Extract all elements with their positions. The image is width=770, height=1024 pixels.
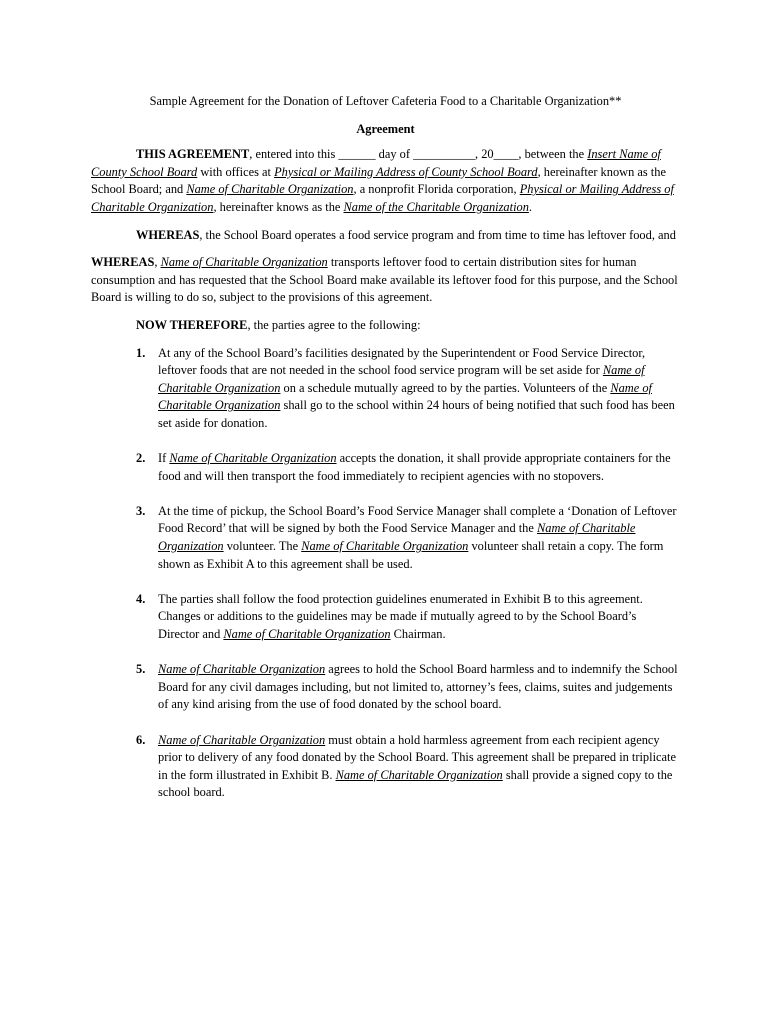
list-item — [91, 345, 680, 433]
list-item — [91, 503, 680, 573]
text: transports leftover food to certain distribution sites for human consumption and has requested that the School Board make available its leftover food for this purpose, and the School Board is willing to do so, subject to the provisions of this agreement. — [91, 255, 678, 305]
text: shall provide a signed copy to the school board. — [158, 767, 673, 800]
item-number: 6. — [136, 732, 146, 747]
item-number: 3. — [136, 503, 146, 518]
text: Chairman. — [390, 627, 446, 642]
text: with offices at — [197, 164, 275, 179]
placeholder-charity-name: Name of the Charitable Organization — [343, 199, 529, 214]
text: agrees to hold the School Board harmless and to indemnify the School Board for any civil damages including, but not limited to, attorney’s fees, claims, suites and judgements of any kind arising from the use of food donated by the school board. — [158, 662, 678, 712]
placeholder-school-board-address: Physical or Mailing Address of County School Board — [274, 164, 538, 179]
text: . — [528, 199, 533, 214]
list-item — [91, 591, 680, 644]
document-title: Sample Agreement for the Donation of Leftover Cafeteria Food to a Charitable Organization** — [149, 94, 622, 108]
text: volunteer shall retain a copy. The form shown as Exhibit A to this agreement shall be used. — [158, 539, 664, 571]
paragraph-whereas-1 — [91, 227, 680, 245]
text: The parties shall follow the food protection guidelines enumerated in Exhibit B to this agreement. Changes or additions to the guidelines may be made if mutually agreed to by the School Board’s Director and — [158, 591, 643, 642]
text: must obtain a hold harmless agreement from each recipient agency prior to delivery of any food donated by the School Board. This agreement shall be prepared in triplicate in the form illustrated in Exhibit B. — [158, 732, 676, 782]
paragraph-this-agreement — [91, 146, 680, 216]
agreement-heading: Agreement — [356, 121, 415, 136]
item-number: 4. — [136, 591, 146, 606]
text: , the parties agree to the following: — [247, 317, 421, 332]
text: volunteer. The — [223, 539, 302, 554]
placeholder-charity-name: Name of Charitable Organization — [158, 363, 645, 395]
paragraph-now-therefore — [91, 317, 680, 335]
text: At the time of pickup, the School Board’s Food Service Manager shall complete a ‘Donation of Leftover Food Record’ that will be signed by both the Food Service Manager and the — [158, 503, 677, 536]
placeholder-charity-name: Name of Charitable Organization — [160, 255, 328, 270]
lead-whereas: WHEREAS — [91, 255, 155, 270]
text: At any of the School Board’s facilities designated by the Superintendent or Food Service Director, leftover foods that are not needed in the school food service program will be set aside for — [158, 345, 646, 378]
placeholder-charity-name: Name of Charitable Organization — [301, 539, 469, 554]
lead-now-therefore: NOW THEREFORE — [136, 317, 248, 332]
placeholder-charity-name: Name of Charitable Organization — [335, 767, 503, 782]
placeholder-charity-name: Name of Charitable Organization — [158, 380, 652, 413]
placeholder-charity-name: Name of Charitable Organization — [158, 662, 326, 677]
text: , — [154, 255, 161, 270]
list-item — [91, 661, 680, 714]
placeholder-charity-name: Name of Charitable Organization — [158, 732, 326, 747]
text: accepts the donation, it shall provide appropriate containers for the food and will then transport the food immediately to recipient agencies with no stopovers. — [158, 451, 671, 483]
placeholder-charity-name: Name of Charitable Organization — [186, 182, 354, 197]
text: , entered into this ______ day of __________, 20____, between the — [249, 147, 588, 162]
paragraph-whereas-2 — [91, 254, 680, 307]
lead-this-agreement: THIS AGREEMENT — [136, 147, 250, 162]
item-number: 5. — [136, 662, 146, 677]
list-item — [91, 450, 680, 485]
item-number: 1. — [136, 345, 146, 360]
agreement-terms-list — [91, 345, 680, 802]
text: shall go to the school within 24 hours of being notified that such food has been set aside for donation. — [158, 398, 675, 430]
text: , the School Board operates a food service program and from time to time has leftover food, and — [199, 227, 676, 242]
text: If — [158, 451, 170, 466]
lead-whereas: WHEREAS — [136, 227, 200, 242]
text: on a schedule mutually agreed to by the parties. Volunteers of the — [280, 380, 611, 395]
placeholder-school-board-name: Insert Name of County School Board — [91, 147, 661, 179]
placeholder-charity-address: Physical or Mailing Address of Charitable Organization — [91, 182, 674, 214]
text: , a nonprofit Florida corporation, — [353, 182, 520, 197]
placeholder-charity-name: Name of Charitable Organization — [223, 627, 391, 642]
list-item — [91, 732, 680, 802]
item-number: 2. — [136, 451, 146, 466]
text: , hereinafter known as the School Board; and — [91, 164, 666, 197]
placeholder-charity-name: Name of Charitable Organization — [158, 521, 636, 554]
placeholder-charity-name: Name of Charitable Organization — [169, 451, 337, 466]
text: , hereinafter knows as the — [213, 199, 344, 214]
